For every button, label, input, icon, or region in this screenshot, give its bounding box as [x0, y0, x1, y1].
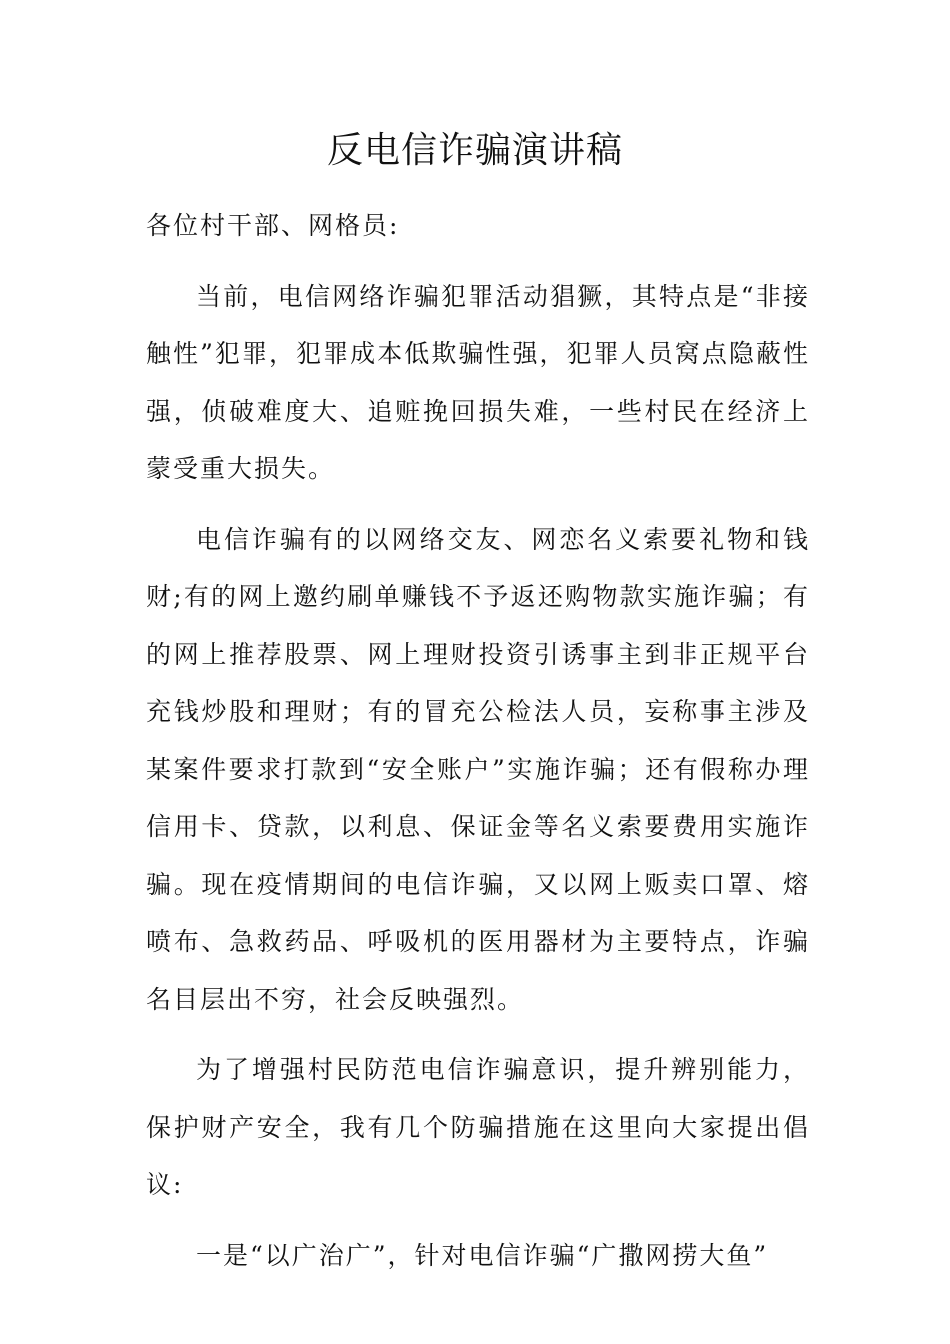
paragraph-4: 一是“以广治广”，针对电信诈骗“广撒网捞大鱼” [196, 1240, 769, 1270]
paragraph-2: 电信诈骗有的以网络交友、网恋名义索要礼物和钱财;有的网上邀约刷单赚钱不予返还购物款实施诈骗；有的网上推荐股票、网上理财投资引诱事主到非正规平台充钱炒股和理财；有的冒充公检法人员，妄称事主涉及某案件要求打款到“安全账户”实施诈骗；还有假称办理信用卡、贷款，以利息、保证金等名义索要费用实施诈骗。现在疫情期间的电信诈骗，又以网上贩卖口罩、熔喷布、急救药品、呼吸机的医用器材为主要特点，诈骗名目层出不穷，社会反映强烈。 [146, 524, 810, 1014]
paragraph-3: 为了增强村民防范电信诈骗意识，提升辨别能力，保护财产安全，我有几个防骗措施在这里向大家提出倡议: [146, 1055, 810, 1199]
document-title: 反电信诈骗演讲稿 [326, 130, 623, 171]
paragraph-1: 当前，电信网络诈骗犯罪活动猖獗，其特点是“非接触性”犯罪，犯罪成本低欺骗性强，犯罪人员窝点隐蔽性强，侦破难度大、追赃挽回损失难，一些村民在经济上蒙受重大损失。 [146, 281, 810, 483]
salutation: 各位村干部、网格员: [146, 211, 400, 240]
document-body [146, 197, 810, 1297]
